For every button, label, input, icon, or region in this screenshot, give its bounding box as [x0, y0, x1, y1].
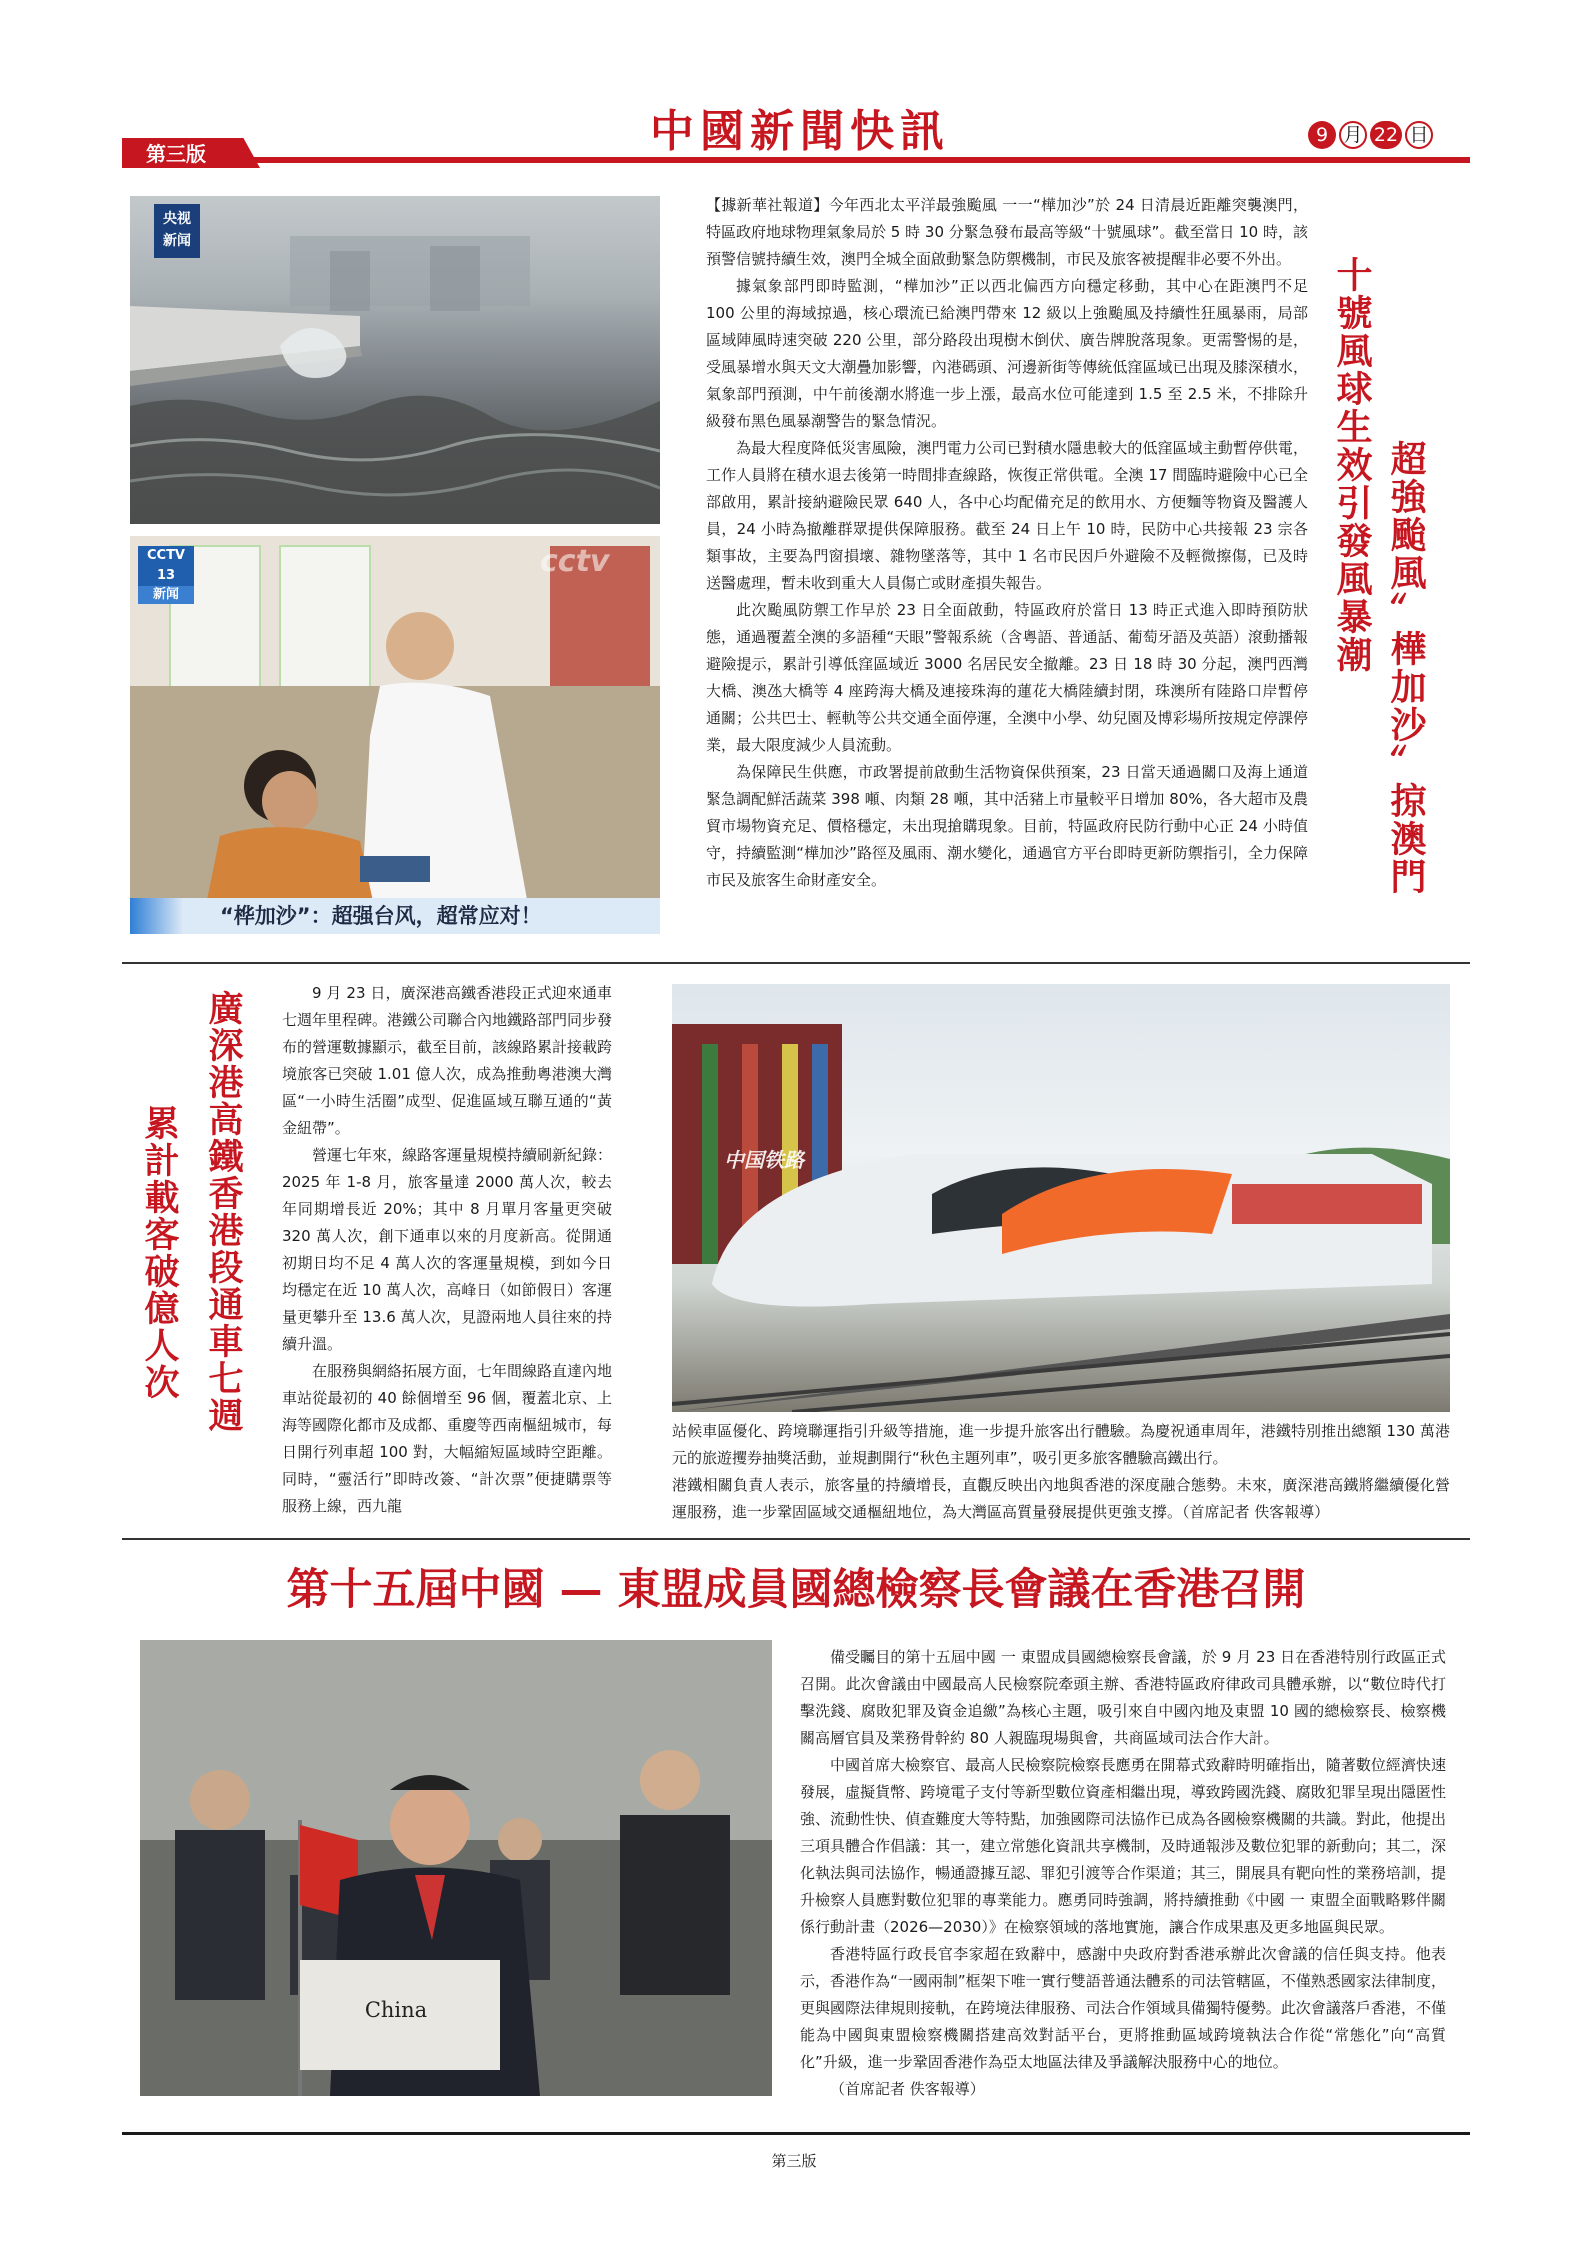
medical-check-illustration — [130, 536, 660, 934]
high-speed-train-photo — [672, 984, 1450, 1412]
story2-paragraph: 在服務與網絡拓展方面，七年間線路直達內地車站從最初的 40 餘個增至 96 個，覆蓋北京、上海等國際化都市及成都、重慶等西南樞紐城市，每日開行列車超 100 對，大幅縮短區域時空距離。同時，“靈活行”即時改簽、“計次票”便捷購票等服務上線，西九龍 — [282, 1362, 612, 1515]
story2-continuation-paragraph: 站候車區優化、跨境聯運指引升級等措施，進一步提升旅客出行體驗。為慶祝通車周年，港鐵特別推出總額 130 萬港元的旅遊攫券抽獎活動，並規劃開行“秋色主題列車”，吸引更多旅客體驗高鐵出行。 — [672, 1422, 1450, 1467]
medical-check-photo — [130, 536, 660, 934]
story3-paragraph: 香港特區行政長官李家超在致辭中，感謝中央政府對香港承辦此次會議的信任與支持。他表示，香港作為“一國兩制”框架下唯一實行雙語普通法體系的司法管轄區，不僅熟悉國家法律制度，更與國際法律規則接軌，在跨境法律服務、司法合作領域具備獨特優勢。此次會議落戶香港，不僅能為中國與東盟檢察機關搭建高效對話平台，更將推動區域跨境執法合作從“常態化”向“高質化”升級，進一步鞏固香港作為亞太地區法律及爭議解決服務中心的地位。 — [800, 1945, 1446, 2071]
story1-headline-line1: 十號風球生效引發風暴潮 — [1331, 256, 1373, 674]
story2-continuation-paragraph: 港鐵相關負責人表示，旅客量的持續增長，直觀反映出內地與香港的深度融合態勢。未來，廣深港高鐵將繼續優化營運服務，進一步鞏固區域交通樞紐地位，為大灣區高質量發展提供更強支撐。（首席記者 佚客報導） — [672, 1476, 1450, 1521]
cctv13-logo-text: CCTV 13 — [138, 546, 194, 586]
logo-line1: 央视 — [163, 211, 191, 227]
story3-body — [800, 1644, 1446, 2103]
date-month-unit: 月 — [1339, 121, 1367, 149]
conference-illustration — [140, 1640, 772, 2096]
story2-headline-line2: 累計載客破億人次 — [139, 1105, 180, 1401]
section-divider-1 — [122, 962, 1470, 964]
masthead: 中國新聞快訊 — [650, 106, 950, 157]
edition-label: 第三版 — [146, 142, 206, 166]
train-illustration — [672, 984, 1450, 1412]
story2-paragraph: 9 月 23 日，廣深港高鐵香港段正式迎來通車七週年里程碑。港鐵公司聯合內地鐵路部門同步發布的營運數據顯示，截至目前，該線路累計接載跨境旅客已突破 1.01 億人次，成為推動粵港澳大灣區“一小時生活圈”成型、促進區域互聯互通的“黃金紐帶”。 — [282, 984, 612, 1137]
cctv13-logo-sub: 新闻 — [138, 586, 194, 604]
story2-continuation — [672, 1418, 1450, 1526]
storm-sea-illustration — [130, 196, 660, 524]
china-railway-watermark: 中国铁路 — [724, 1148, 804, 1172]
section-divider-2 — [122, 1538, 1470, 1540]
date-day: 22 — [1370, 121, 1402, 149]
date-badge — [1308, 118, 1433, 152]
logo-line2: 新闻 — [163, 233, 191, 249]
story3-credit: （首席記者 佚客報導） — [830, 2080, 985, 2098]
story2-body — [282, 980, 612, 1520]
story2-headline-line1: 廣深港高鐵香港段通車七週 — [203, 990, 244, 1434]
header-rule — [122, 157, 1470, 163]
footer-edition: 第三版 — [771, 2152, 817, 2170]
story2-paragraph: 營運七年來，線路客運量規模持續刷新紀錄：2025 年 1-8 月，旅客量達 2000 萬人次，較去年同期增長近 20%；其中 8 月單月客量更突破 320 萬人次，創下通車以來的月度新高。從開通初期日均不足 4 萬人次的客運量規模，到如今日均穩定在近 10 萬人次，高峰日（如節假日）客運量更攀升至 13.6 萬人次，見證兩地人員往來的持續升溫。 — [282, 1146, 612, 1353]
story1-paragraph: 此次颱風防禦工作早於 23 日全面啟動，特區政府於當日 13 時正式進入即時預防狀態，通過覆蓋全澳的多語種“天眼”警報系統（含粵語、普通話、葡萄牙語及英語）滾動播報避險提示，累計引導低窪區域近 3000 名居民安全撤離。23 日 18 時 30 分起，澳門西灣大橋、澳氹大橋等 4 座跨海大橋及連接珠海的蓮花大橋陸續封閉，珠澳所有陸路口岸暫停通關；公共巴士、輕軌等公共交通全面停運，全澳中小學、幼兒園及博彩場所按規定停課停業，最大限度減少人員流動。 — [706, 601, 1308, 754]
cctv-news-logo — [154, 204, 200, 258]
china-nameplate: China — [364, 1998, 428, 2022]
photo2-caption: “桦加沙”：超强台风，超常应对！ — [220, 904, 542, 928]
story1-paragraph: 據氣象部門即時監測，“樺加沙”正以西北偏西方向穩定移動，其中心在距澳門不足 100 公里的海域掠過，核心環流已給澳門帶來 12 級以上強颱風及持續性狂風暴雨，局部區域陣風時速突破 220 公里，部分路段出現樹木倒伏、廣告牌脫落現象。更需警惕的是，受風暴增水與天文大潮疊加影響，內港碼頭、河邊新街等傳統低窪區域已出現及膝深積水，氣象部門預測，中午前後潮水將進一步上漲，最高水位可能達到 1.5 至 2.5 米，不排除升級發布黑色風暴潮警告的緊急情況。 — [706, 277, 1308, 430]
story1-paragraph: 為保障民生供應，市政署提前啟動生活物資保供預案，23 日當天通過關口及海上通道緊急調配鮮活蔬菜 398 噸、肉類 28 噸，其中活豬上市量較平日增加 80%，各大超市及農貿市場物資充足、價格穩定，未出現搶購現象。目前，特區政府民防行動中心正 24 小時值守，持續監測“樺加沙”路徑及風雨、潮水變化，通過官方平台即時更新防禦指引，全力保障市民及旅客生命財產安全。 — [706, 763, 1308, 889]
conference-speaker-photo — [140, 1640, 772, 2096]
storm-sea-photo — [130, 196, 660, 524]
story1-headline-line2: 超強颱風〞樺加沙〞掠澳門 — [1385, 440, 1427, 896]
cctv-watermark: cctv — [540, 544, 610, 579]
footer-rule — [122, 2132, 1470, 2135]
story3-headline: 第十五屆中國 — 東盟成員國總檢察長會議在香港召開 — [286, 1565, 1306, 1615]
story3-paragraph: 備受矚目的第十五屆中國 一 東盟成員國總檢察長會議，於 9 月 23 日在香港特別行政區正式召開。此次會議由中國最高人民檢察院牽頭主辦、香港特區政府律政司具體承辦，以“數位時代打擊洗錢、腐敗犯罪及資金追繳”為核心主題，吸引來自中國內地及東盟 10 國的總檢察長、檢察機關高層官員及業務骨幹約 80 人親臨現場與會，共商區域司法合作大計。 — [800, 1648, 1446, 1747]
date-month: 9 — [1308, 121, 1336, 149]
story1-paragraph: 為最大程度降低災害風險，澳門電力公司已對積水隱患較大的低窪區域主動暫停供電，工作人員將在積水退去後第一時間排查線路，恢復正常供電。全澳 17 間臨時避險中心已全部啟用，累計接納避險民眾 640 人，各中心均配備充足的飲用水、方便麵等物資及醫護人員，24 小時為撤離群眾提供保障服務。截至 24 日上午 10 時，民防中心共接報 23 宗各類事故，主要為門窗損壞、雜物墜落等，其中 1 名市民因戶外避險不及輕微擦傷，已及時送醫處理，暫未收到重大人員傷亡或財產損失報告。 — [706, 439, 1308, 592]
story1-paragraph: 【據新華社報道】今年西北太平洋最強颱風 一一“樺加沙”於 24 日清晨近距離突襲澳門，特區政府地球物理氣象局於 5 時 30 分緊急發布最高等級“十號風球”。截至當日 10 時，該預警信號持續生效，澳門全城全面啟動緊急防禦機制，市民及旅客被提醒非必要不外出。 — [706, 196, 1308, 268]
cctv13-logo — [138, 546, 194, 602]
story3-paragraph: 中國首席大檢察官、最高人民檢察院檢察長應勇在開幕式致辭時明確指出，隨著數位經濟快速發展，虛擬貨幣、跨境電子支付等新型數位資產相繼出現，導致跨國洗錢、腐敗犯罪呈現出隱匿性強、流動性快、偵查難度大等特點，加強國際司法協作已成為各國檢察機關的共識。對此，他提出三項具體合作倡議：其一，建立常態化資訊共享機制，及時通報涉及數位犯罪的新動向；其二，深化執法與司法協作，暢通證據互認、罪犯引渡等合作渠道；其三，開展具有靶向性的業務培訓，提升檢察人員應對數位犯罪的專業能力。應勇同時強調，將持續推動《中國 一 東盟全面戰略夥伴關係行動計畫（2026—2030）》在檢察領域的落地實施，讓合作成果惠及更多地區與民眾。 — [800, 1756, 1446, 1936]
date-day-unit: 日 — [1405, 121, 1433, 149]
story1-body — [706, 192, 1308, 894]
